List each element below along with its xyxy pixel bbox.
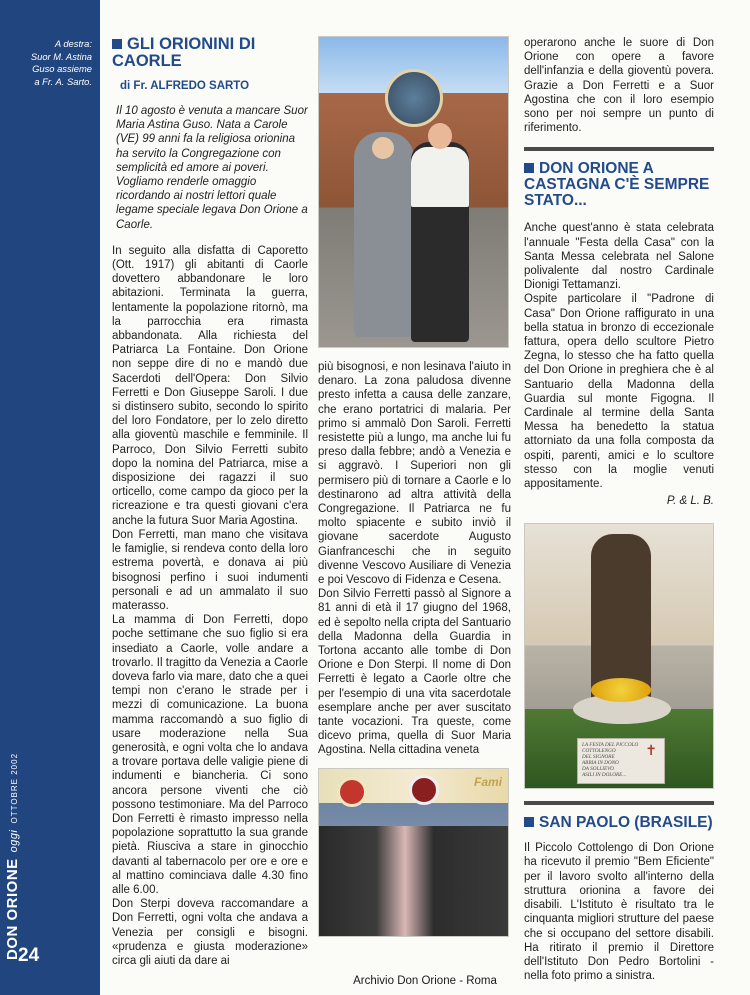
nun-face bbox=[372, 137, 394, 159]
photo-award-ceremony bbox=[318, 768, 509, 937]
rose-window bbox=[385, 69, 443, 127]
bullet-square-icon bbox=[524, 817, 534, 827]
article3-body: Il Piccolo Cottolengo di Don Orione ha ricevuto il premio "Bem Eficiente" per il lavoro svolto all'interno della struttura orionina a favore dei disabili. L'Istituto è risultato tra le cinquanta migliori strutture del paese che si occupano del settore disabili. Ha ritirato il premio il Direttore dell'Istituto Don Pedro Bortolini - nella foto primo a sinistra. bbox=[524, 842, 714, 983]
column-3 bbox=[524, 36, 714, 983]
man-shirt bbox=[411, 147, 469, 207]
people-group bbox=[319, 826, 509, 936]
article1-body-col2: più bisognosi, e non lesinava l'aiuto in denaro. La zona paludosa divenne presto infetta a causa delle zanzare, che erano portatrici di malaria. Per primo si ammalò Don Saroli. Ferretti resistette più a lungo, ma anche lui fu preso dalla febbre; andò a Venezia e si aggravò. I Superiori non gli permisero più di tornare a Caorle e lo destinarono ad altra attività della Congregazione. Il Patriarca ne fu molto spiacente e subito inviò il giovane sacerdote Augusto Gianfranceschi che in seguito divenne Vescovo Ausiliare di Venezia e poi Vescovo di Fidenza e Cesena. Don Silvio Ferretti passò al Signore a 81 anni di età il 17 giugno del 1968, ed è sepolto nella cripta del Santuario della Madonna della Guardia in Tortona accanto alle tombe di Don Orione e Don Sterpi. Il nome di Don Ferretti è legato a Caorle oltre che per l'esempio di una vita sacerdotale esemplare anche per aver suscitato tante vocazioni. Tra queste, come dicevo prima, quella di Suor Maria Agostina. Nella cittadina veneta bbox=[318, 361, 511, 757]
article1-body-col3: operarono anche le suore di Don Orione con opere a favore dell'infanzia e della gioventù povera. Grazie a Don Ferretti e a Suor Agostina che con il loro esempio sono per noi sempre un punto di riferimento. bbox=[524, 37, 714, 135]
left-sidebar bbox=[0, 0, 100, 995]
man-face bbox=[428, 123, 452, 149]
article1-headline: GLI ORIONINI DI CAORLE bbox=[112, 35, 256, 70]
bullet-square-icon bbox=[112, 39, 122, 49]
logo-center bbox=[409, 775, 439, 805]
logo-left bbox=[337, 777, 367, 807]
article2-body: Anche quest'anno è stata celebrata l'annuale "Festa della Casa" con la Santa Messa celebrata nel Salone polivalente dal nostro Cardinale Dionigi Tettamanzi. Ospite particolare il "Padrone di Casa" Don Orione raffigurato in una bella statua in bronzo di eccezionale fattura, opera dello scultore Pietro Zegna, lo stesso che ha fatto quella del Don Orione in preghiera che è al Santuario della Madonna della Guardia sul monte Figogna. Il Cardinale al termine della Santa Messa ha benedetto la statua attorniato da una folla composta da ospiti, parenti, amici e lo scultore stesso con la moglie venuti appositamente. bbox=[524, 222, 714, 491]
memorial-plaque: LA FESTA DEL PICCOLO COTTOLENGO DEL SIGNORE ABBIA IN DONO DA SOLLIEVO ASILI IN DOLORE... ✝ bbox=[577, 738, 665, 784]
bullet-square-icon bbox=[524, 163, 534, 173]
article2-signature: P. & L. B. bbox=[666, 495, 714, 508]
article1-intro: Il 10 agosto è venuta a mancare Suor Maria Astina Guso. Nata a Carole (VE) 99 anni fa la religiosa orionina ha servito la Congregazione con semplicità ed amore ai poveri. Vogliamo renderle omaggio ricordando ai nostri lettori quale legame speciale legava Don Orione a Caorle. bbox=[116, 105, 308, 231]
article2-headline: DON ORIONE A CASTAGNA C'È SEMPRE STATO... bbox=[524, 160, 710, 210]
photo-caption: A destra: Suor M. Astina Guso assieme a Fr. A. Sarto. bbox=[30, 38, 92, 87]
photo-statue bbox=[524, 523, 714, 789]
archive-footer: Archivio Don Orione - Roma bbox=[353, 975, 497, 987]
article1-byline: di Fr. ALFREDO SARTO bbox=[120, 80, 250, 92]
column-2 bbox=[318, 36, 511, 937]
article1-body-col1: In seguito alla disfatta di Caporetto (Ott. 1917) gli abitanti di Caorle dovettero abbandonare le loro abitazioni. Terminata la guerra, lentamente la popolazione ritornò, ma la parrocchia era rimasta abbandonata. Alla richiesta del Patriarca La Fontaine. Don Orione non seppe dire di no e mandò due Sacerdoti dell'Opera: Don Silvio Ferretti e Don Giuseppe Saroli. I due si distinsero subito, secondo lo spirito del loro Fondatore, per lo zelo diretto alla gioventù maschile e femminile. Il Parroco, Don Silvio Ferretti subito dopo la nomina del Patriarca, mise a disposizione dei ragazzi il suo orticello, come campo da gioco per la ricreazione e tra questi giovani c'era anche la futura Suor Maria Agostina. Don Ferretti, man mano che visitava le famiglie, si rendeva conto della loro estrema povertà, e donava ai più bisognosi perfino i suoi indumenti personali e ad un ammalato il suo materasso. La mamma di Don Ferretti, dopo poche settimane che suo figlio si era insediato a Caorle, volle andare a trovarlo. Il tragitto da Venezia a Caorle doveva farlo via mare, dato che a quei tempi non c'erano le strade per i mezzi di comunicazione. La buona mamma raccomandò a suo figlio di usare moderazione nella Sua generosità, e ogni volta che lo andava a trovare portava delle valigie piene di indumenti e biancheria. Ci sono ancora persone viventi che ciò possono testimoniare. Ma del Parroco Don Ferretti è rimasto impresso nella popolazione soprattutto la sua grande pietà. Riusciva a stare in ginocchio davanti al tabernacolo per ore e ore e al mattino cominciava dalle 4.30 fino alle 6.00. Don Sterpi doveva raccomandare a Don Ferretti, ogni volta che andava a Venezia per consigli e bisogni. «prudenza e giusta moderazione» circa gli aiuti da dare ai bbox=[112, 244, 308, 967]
banner-text: Fami bbox=[473, 774, 502, 789]
section-divider bbox=[524, 147, 714, 151]
cross-icon: ✝ bbox=[645, 744, 657, 760]
article3-headline: SAN PAOLO (BRASILE) bbox=[524, 815, 714, 831]
magazine-title: DON ORIONEoggiOTTOBRE 2002 bbox=[4, 752, 21, 960]
nun-figure bbox=[354, 132, 414, 337]
photo-nun-and-brother bbox=[318, 36, 509, 348]
column-1 bbox=[112, 36, 308, 968]
page-number: 24 bbox=[18, 945, 40, 966]
section-divider bbox=[524, 801, 714, 805]
